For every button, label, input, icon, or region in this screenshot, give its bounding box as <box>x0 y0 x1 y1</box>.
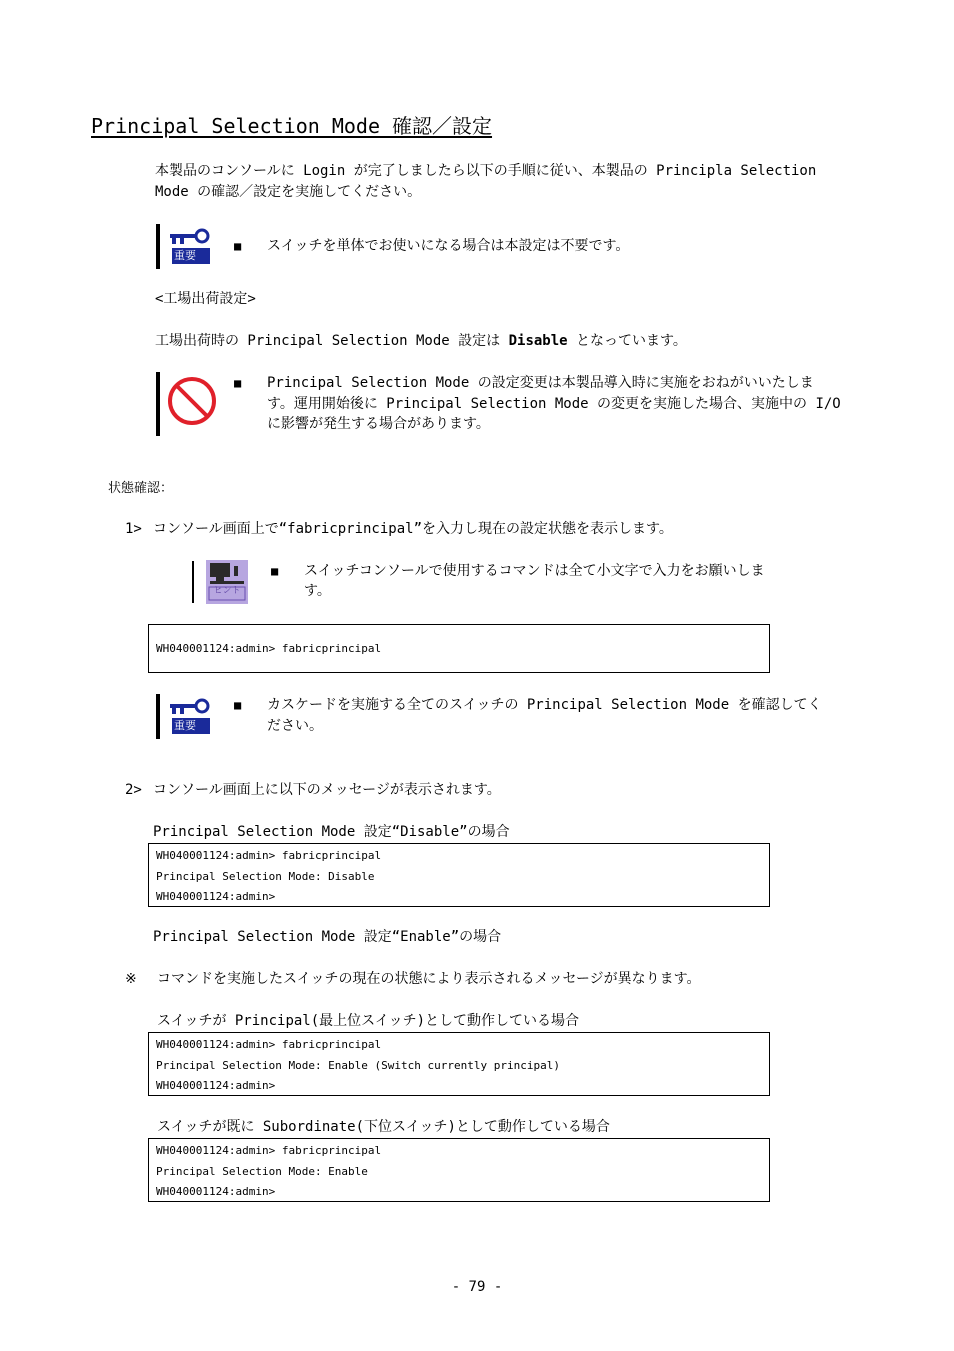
hint-icon-label: ヒント <box>213 586 241 596</box>
code-box <box>148 1032 770 1096</box>
step2-text: コンソール画面上に以下のメッセージが表示されます。 <box>153 782 501 798</box>
intro-line-1: 本製品のコンソールに Login が完了しましたら以下の手順に従い、本製品の Principla Selection <box>155 163 817 179</box>
note2-line-2: ださい。 <box>267 718 323 734</box>
code-line: WH040001124:admin> fabricprincipal <box>156 642 382 655</box>
status-label: 状態確認： <box>108 481 174 496</box>
factory-heading: <工場出荷設定> <box>155 291 256 307</box>
prohibited-icon <box>166 375 218 427</box>
case-enable-label: Principal Selection Mode 設定“Enable”の場合 <box>153 929 502 945</box>
code-line: Principal Selection Mode: Enable (Switch currently principal) <box>156 1058 560 1072</box>
note2-line-1: カスケードを実施する全てのスイッチの Principal Selection Mode を確認してく <box>267 697 822 713</box>
step2-number: 2> <box>125 782 142 798</box>
warning-bar <box>156 372 160 436</box>
warning-line-1: Principal Selection Mode の設定変更は本製品導入時に実施をおねがいいたしま <box>267 375 814 391</box>
bullet: ■ <box>234 698 242 712</box>
warning-line-3: に影響が発生する場合があります。 <box>267 416 490 432</box>
note-bar <box>156 224 160 269</box>
hint-line-1: スイッチコンソールで使用するコマンドは全て小文字で入力をお願いしま <box>304 563 765 579</box>
page-title: Principal Selection Mode 確認／設定 <box>91 114 493 138</box>
code-box <box>148 624 770 673</box>
code-line: WH040001124:admin> fabricprincipal <box>156 1144 382 1157</box>
warning-line-2: す。運用開始後に Principal Selection Mode の変更を実施した場合、実施中の I/O <box>267 396 841 412</box>
code-box <box>148 1138 770 1202</box>
factory-text-prefix: 工場出荷時の Principal Selection Mode 設定は <box>155 333 501 349</box>
step1-text: コンソール画面上で“fabricprincipal”を入力し現在の設定状態を表示します。 <box>153 521 673 537</box>
hint-line-2: す。 <box>304 583 331 599</box>
case-subordinate-label: スイッチが既に Subordinate(下位スイッチ)として動作している場合 <box>157 1119 610 1135</box>
note1-text: スイッチを単体でお使いになる場合は本設定は不要です。 <box>267 238 630 254</box>
bullet: ■ <box>234 239 242 253</box>
factory-text-bold: Disable <box>508 333 568 349</box>
hint-bar <box>192 561 194 603</box>
remark-mark: ※ <box>125 971 137 987</box>
step1-number: 1> <box>125 521 142 537</box>
important-icon-label: 重要 <box>174 719 196 732</box>
code-line: Principal Selection Mode: Enable <box>156 1164 368 1178</box>
note-bar <box>156 694 160 739</box>
important-icon-label: 重要 <box>174 249 196 262</box>
code-box <box>148 843 770 907</box>
code-line: WH040001124:admin> fabricprincipal <box>156 849 382 862</box>
page-number: - 79 - <box>451 1279 503 1295</box>
factory-text-suffix: となっています。 <box>576 333 687 349</box>
code-line: WH040001124:admin> <box>156 1079 276 1092</box>
case-disable-label: Principal Selection Mode 設定“Disable”の場合 <box>153 824 510 840</box>
code-line: WH040001124:admin> fabricprincipal <box>156 1038 382 1051</box>
factory-text <box>155 331 687 352</box>
bullet: ■ <box>271 564 279 578</box>
code-line: WH040001124:admin> <box>156 890 276 903</box>
case-principal-label: スイッチが Principal(最上位スイッチ)として動作している場合 <box>157 1013 580 1029</box>
intro-line-2: Mode の確認／設定を実施してください。 <box>155 184 422 200</box>
computer-hint-icon <box>206 560 248 604</box>
code-line: WH040001124:admin> <box>156 1185 276 1198</box>
remark-text: コマンドを実施したスイッチの現在の状態により表示されるメッセージが異なります。 <box>157 971 701 987</box>
bullet: ■ <box>234 376 242 390</box>
code-line: Principal Selection Mode: Disable <box>156 869 375 883</box>
